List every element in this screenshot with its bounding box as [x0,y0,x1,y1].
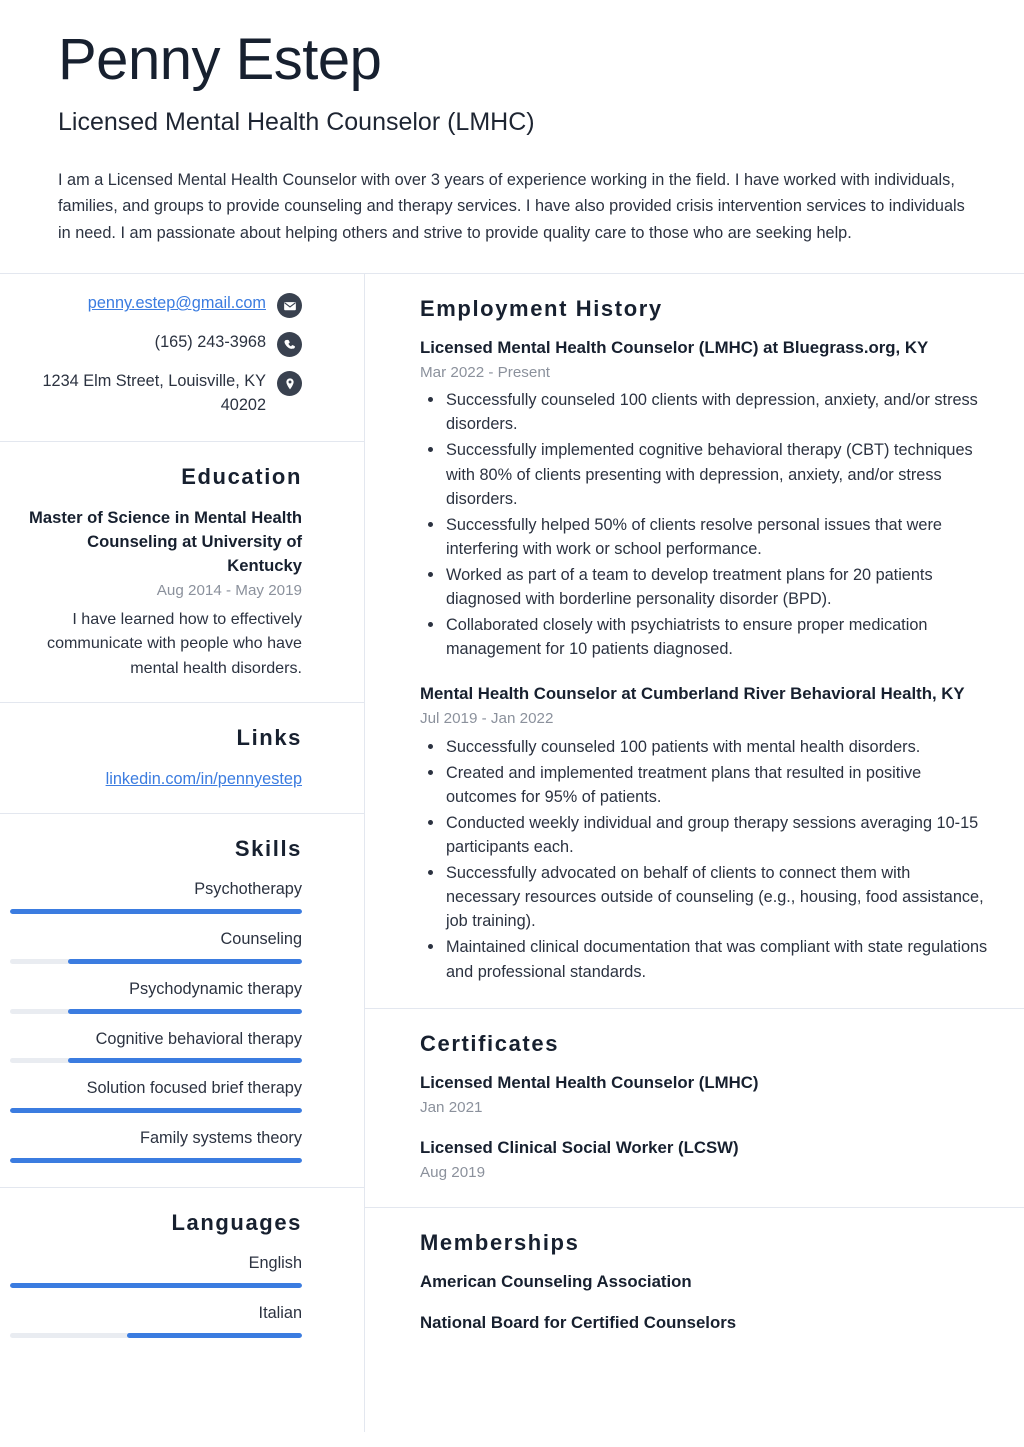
skill-item [10,928,302,964]
bullet-item: Successfully counseled 100 patients with mental health disorders. [420,735,988,759]
skill-level-track [10,1108,302,1113]
membership-entry: National Board for Certified Counselors [420,1312,737,1332]
language-level-fill [127,1333,302,1338]
skills-section [0,814,364,1188]
sidebar [0,274,365,1432]
bullet-item: Successfully counseled 100 clients with depression, anxiety, and/or stress disorders. [420,388,988,436]
membership-entry: American Counseling Association [420,1271,692,1291]
employment-entry [420,682,988,983]
skills-heading: Skills [234,836,302,862]
education-entry [10,506,302,679]
certificate-title: Licensed Mental Health Counselor (LMHC) [420,1072,759,1092]
bullet-item: Successfully implemented cognitive behavioral therapy (CBT) techniques with 80% of clients presenting with depression, anxiety, and/or stress disorders. [420,438,988,510]
skill-level-track [10,1158,302,1163]
skill-label: Cognitive behavioral therapy [95,1029,302,1048]
skill-label: Solution focused brief therapy [86,1079,302,1098]
phone-icon [277,332,302,357]
education-section [0,442,364,702]
memberships-heading: Memberships [420,1229,580,1255]
education-date: Aug 2014 - May 2019 [156,582,302,600]
contact-section [0,274,364,442]
certificates-section [365,1009,1024,1208]
certificate-entry [420,1136,988,1183]
skill-label: Family systems theory [140,1129,302,1148]
certificate-entry [420,1071,988,1118]
link-item[interactable] [10,767,302,791]
contact-row-address[interactable] [10,370,302,417]
bullet-item: Created and implemented treatment plans that resulted in positive outcomes for 95% of patients. [420,761,988,809]
job-title: Licensed Mental Health Counselor (LMHC) [58,107,535,136]
skill-label: Psychodynamic therapy [129,979,302,998]
skill-level-track [10,909,302,914]
resume-header [0,0,1024,246]
location-pin-icon [277,371,302,396]
resume-body [0,274,1024,1432]
language-level-track [10,1333,302,1338]
page-title: Penny Estep [58,27,382,92]
employment-bullets [420,388,988,661]
links-heading: Links [236,724,302,750]
languages-section [0,1188,364,1362]
employment-heading: Employment History [420,296,663,322]
skill-level-track [10,1058,302,1063]
skill-label: Counseling [220,930,302,949]
professional-summary: I am a Licensed Mental Health Counselor with over 3 years of experience working in the field. I have worked with individuals, families, and groups to provide counseling and therapy services. I have also provided crisis intervention services to individuals in need. I am passionate about helping others and strive to provide quality care to those who are seeking help. [58,170,965,242]
language-label: Italian [258,1303,302,1322]
certificate-date: Aug 2019 [420,1163,486,1181]
certificates-heading: Certificates [420,1030,560,1056]
language-item [10,1302,302,1338]
phone-text: (165) 243-3968 [154,333,266,352]
memberships-section [365,1208,1024,1357]
skill-level-fill [68,1058,302,1063]
skill-level-track [10,959,302,964]
employment-bullets [420,735,988,984]
language-level-track [10,1283,302,1288]
language-item [10,1252,302,1288]
skill-level-track [10,1009,302,1014]
bullet-item: Successfully helped 50% of clients resolve personal issues that were interfering with work or school performance. [420,513,988,561]
education-heading: Education [181,464,302,490]
certificate-title: Licensed Clinical Social Worker (LCSW) [420,1137,739,1157]
employment-title: Licensed Mental Health Counselor (LMHC) at Bluegrass.org, KY [420,338,929,358]
languages-heading: Languages [171,1210,302,1236]
links-section [0,703,364,814]
skill-item [10,1077,302,1113]
address-text: 1234 Elm Street, Louisville, KY 40202 [42,372,266,414]
bullet-item: Collaborated closely with psychiatrists to ensure proper medication management for 10 patients diagnosed. [420,613,988,661]
skill-level-fill [68,959,302,964]
education-degree: Master of Science in Mental Health Counseling at University of Kentucky [29,508,302,575]
main-content [365,274,1024,1432]
education-description: I have learned how to effectively communicate with people who have mental health disorders. [47,610,302,677]
employment-entry [420,336,988,661]
skill-level-fill [10,1108,302,1113]
email-link[interactable]: penny.estep@gmail.com [87,294,266,313]
employment-title: Mental Health Counselor at Cumberland River Behavioral Health, KY [420,684,965,704]
skill-level-fill [68,1009,302,1014]
skill-item [10,1127,302,1163]
certificate-date: Jan 2021 [420,1098,483,1116]
skill-item [10,878,302,914]
bullet-item: Conducted weekly individual and group therapy sessions averaging 10-15 participants each. [420,811,988,859]
skill-label: Psychotherapy [194,880,302,899]
bullet-item: Worked as part of a team to develop treatment plans for 20 patients diagnosed with borderline personality disorder (BPD). [420,563,988,611]
skill-level-fill [10,1158,302,1163]
language-label: English [248,1254,302,1273]
contact-row-email[interactable] [10,292,302,318]
linkedin-link[interactable]: linkedin.com/in/pennyestep [105,769,302,788]
employment-date: Jul 2019 - Jan 2022 [420,710,554,728]
employment-section [365,274,1024,1009]
skill-item [10,978,302,1014]
contact-row-phone[interactable] [10,331,302,357]
bullet-item: Maintained clinical documentation that was compliant with state regulations and professional standards. [420,935,988,983]
email-text[interactable] [88,292,266,316]
skill-item [10,1028,302,1064]
employment-date: Mar 2022 - Present [420,363,550,381]
language-level-fill [10,1283,302,1288]
bullet-item: Successfully advocated on behalf of clients to connect them with necessary resources outside of counseling (e.g., housing, food assistance, job training). [420,861,988,933]
skill-level-fill [10,909,302,914]
envelope-icon [277,293,302,318]
